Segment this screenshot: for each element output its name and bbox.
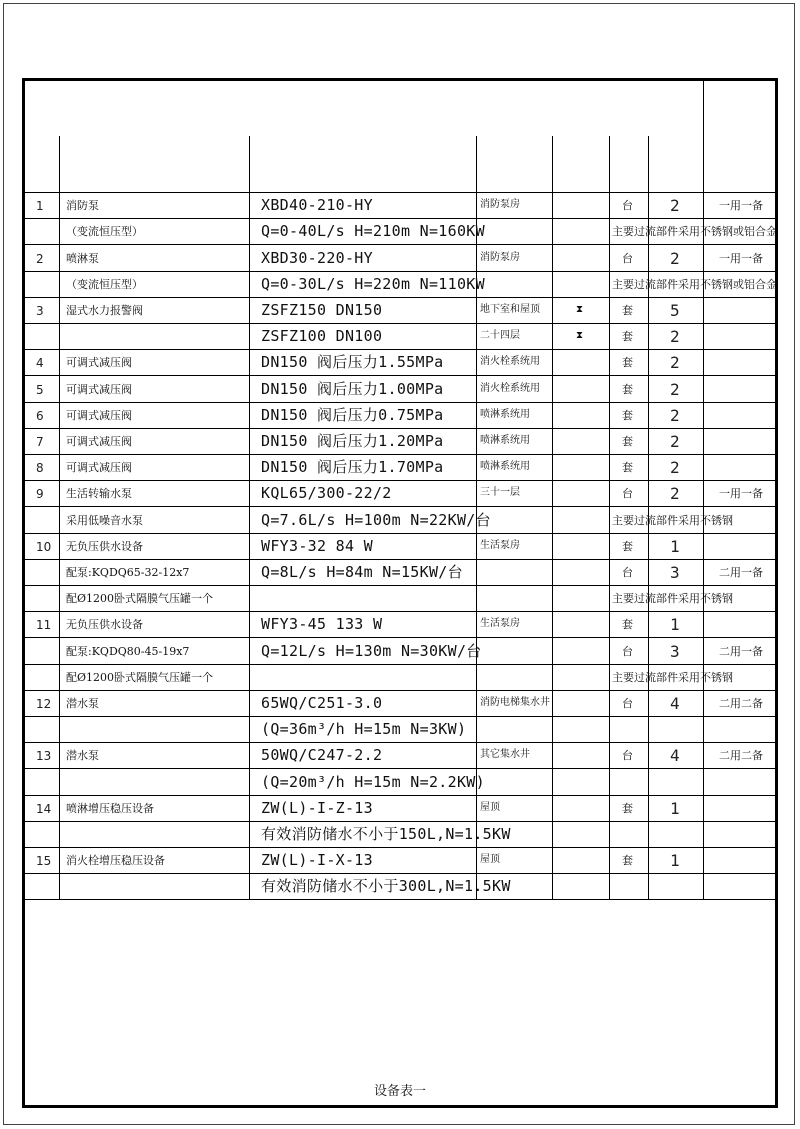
cell-spec: DN150 阀后压力1.00MPa — [261, 380, 444, 398]
cell-unit: 套 — [622, 802, 633, 815]
cell-spec: (Q=20m³/h H=15m N=2.2KW) — [261, 773, 485, 791]
cell-qty: 4 — [670, 746, 680, 765]
cell-no: 3 — [36, 304, 44, 318]
cell-remark: 二用一备 — [719, 645, 763, 658]
cell-loc: 喷淋系统用 — [480, 461, 530, 472]
cell-spec: KQL65/300-22/2 — [261, 484, 392, 502]
cell-no: 12 — [36, 697, 52, 711]
cell-name: 配Ø1200卧式隔膜气压罐一个 — [66, 592, 214, 605]
cell-spec: ZW(L)-I-X-13 — [261, 851, 373, 869]
cell-no: 2 — [36, 252, 44, 266]
cell-qty: 2 — [670, 458, 680, 477]
cell-no: 7 — [36, 435, 44, 449]
cell-loc: 屋顶 — [480, 854, 500, 865]
row-divider — [22, 795, 778, 796]
cell-no: 5 — [36, 383, 44, 397]
row-divider — [22, 637, 778, 638]
cell-loc: 生活泵房 — [480, 540, 520, 551]
cell-loc: 消火栓系统用 — [480, 356, 540, 367]
row-divider — [22, 454, 778, 455]
cell-remark: 主要过流部件采用不锈钢 — [612, 514, 733, 527]
cell-spec: 有效消防储水不小于300L,N=1.5KW — [261, 877, 511, 895]
row-divider — [22, 899, 778, 900]
cell-sym: ⧗ — [576, 330, 584, 341]
cell-remark: 二用一备 — [719, 566, 763, 579]
cell-unit: 套 — [622, 435, 633, 448]
cell-spec: Q=0-30L/s H=220m N=110KW — [261, 275, 485, 293]
cell-remark: 主要过流部件采用不锈钢或铝合金 — [612, 225, 777, 238]
cell-unit: 套 — [622, 461, 633, 474]
cell-qty: 2 — [670, 406, 680, 425]
cell-no: 11 — [36, 618, 52, 632]
cell-no: 4 — [36, 356, 44, 370]
row-divider — [22, 506, 778, 507]
cell-qty: 5 — [670, 301, 680, 320]
row-divider — [22, 192, 778, 193]
cell-no: 10 — [36, 540, 52, 554]
cell-qty: 2 — [670, 353, 680, 372]
cell-loc: 消火栓系统用 — [480, 383, 540, 394]
column-divider — [552, 136, 553, 899]
column-divider — [59, 136, 60, 899]
row-divider — [22, 297, 778, 298]
cell-qty: 2 — [670, 196, 680, 215]
cell-loc: 屋顶 — [480, 802, 500, 813]
cell-spec: Q=0-40L/s H=210m N=160KW — [261, 222, 485, 240]
column-divider — [249, 136, 250, 899]
cell-name: （变流恒压型） — [66, 225, 143, 238]
cell-name: 喷淋泵 — [66, 252, 99, 265]
cell-no: 1 — [36, 199, 44, 213]
cell-unit: 套 — [622, 618, 633, 631]
cell-name: 无负压供水设备 — [66, 540, 143, 553]
cell-remark: 主要过流部件采用不锈钢 — [612, 592, 733, 605]
cell-loc: 地下室和屋顶 — [480, 304, 540, 315]
cell-sym: ⧗ — [576, 304, 584, 315]
cell-unit: 套 — [622, 304, 633, 317]
cell-loc: 其它集水井 — [480, 749, 530, 760]
cell-name: 消防泵 — [66, 199, 99, 212]
row-divider — [22, 847, 778, 848]
cell-remark: 二用二备 — [719, 697, 763, 710]
row-divider — [22, 480, 778, 481]
frame-top-line — [22, 80, 778, 81]
cell-name: 配泵:KQDQ65-32-12x7 — [66, 566, 190, 579]
cell-no: 15 — [36, 854, 52, 868]
cell-name: 喷淋增压稳压设备 — [66, 802, 154, 815]
cell-loc: 消防泵房 — [480, 252, 520, 263]
row-divider — [22, 428, 778, 429]
cell-name: 无负压供水设备 — [66, 618, 143, 631]
cell-unit: 套 — [622, 330, 633, 343]
row-divider — [22, 873, 778, 874]
cell-name: 可调式减压阀 — [66, 383, 132, 396]
cell-qty: 4 — [670, 694, 680, 713]
cell-name: （变流恒压型） — [66, 278, 143, 291]
cell-qty: 3 — [670, 563, 680, 582]
cell-unit: 台 — [622, 749, 633, 762]
cell-name: 配Ø1200卧式隔膜气压罐一个 — [66, 671, 214, 684]
cell-loc: 二十四层 — [480, 330, 520, 341]
cell-spec: ZSFZ150 DN150 — [261, 301, 383, 319]
cell-name: 可调式减压阀 — [66, 409, 132, 422]
cell-qty: 1 — [670, 851, 680, 870]
cell-name: 可调式减压阀 — [66, 435, 132, 448]
row-divider — [22, 611, 778, 612]
cell-loc: 喷淋系统用 — [480, 435, 530, 446]
cell-unit: 台 — [622, 252, 633, 265]
row-divider — [22, 559, 778, 560]
cell-name: 生活转输水泵 — [66, 487, 132, 500]
cell-spec: XBD30-220-HY — [261, 249, 373, 267]
cell-spec: XBD40-210-HY — [261, 196, 373, 214]
cell-spec: 50WQ/C247-2.2 — [261, 746, 383, 764]
cell-unit: 台 — [622, 487, 633, 500]
cell-qty: 2 — [670, 484, 680, 503]
cell-spec: Q=7.6L/s H=100m N=22KW/台 — [261, 511, 491, 529]
row-divider — [22, 664, 778, 665]
cell-loc: 三十一层 — [480, 487, 520, 498]
cell-remark: 主要过流部件采用不锈钢或铝合金 — [612, 278, 777, 291]
cell-qty: 1 — [670, 615, 680, 634]
cell-unit: 台 — [622, 199, 633, 212]
row-divider — [22, 716, 778, 717]
cell-spec: Q=12L/s H=130m N=30KW/台 — [261, 642, 482, 660]
cell-spec: DN150 阀后压力1.55MPa — [261, 353, 444, 371]
column-divider — [703, 80, 704, 899]
cell-qty: 1 — [670, 799, 680, 818]
row-divider — [22, 742, 778, 743]
cell-spec: DN150 阀后压力0.75MPa — [261, 406, 444, 424]
cell-qty: 2 — [670, 249, 680, 268]
cell-name: 湿式水力报警阀 — [66, 304, 143, 317]
cell-unit: 套 — [622, 854, 633, 867]
cell-unit: 套 — [622, 356, 633, 369]
cell-spec: Q=8L/s H=84m N=15KW/台 — [261, 563, 463, 581]
cell-name: 可调式减压阀 — [66, 461, 132, 474]
cell-loc: 消防电梯集水井 — [480, 697, 550, 708]
cell-name: 潜水泵 — [66, 749, 99, 762]
cell-spec: 有效消防储水不小于150L,N=1.5KW — [261, 825, 511, 843]
row-divider — [22, 585, 778, 586]
cell-unit: 套 — [622, 540, 633, 553]
cell-no: 9 — [36, 487, 44, 501]
cell-spec: ZW(L)-I-Z-13 — [261, 799, 373, 817]
cell-spec: WFY3-32 84 W — [261, 537, 373, 555]
cell-loc: 消防泵房 — [480, 199, 520, 210]
cell-remark: 二用二备 — [719, 749, 763, 762]
cell-unit: 台 — [622, 566, 633, 579]
cell-unit: 套 — [622, 409, 633, 422]
cell-spec: WFY3-45 133 W — [261, 615, 383, 633]
cell-no: 8 — [36, 461, 44, 475]
cell-qty: 2 — [670, 380, 680, 399]
cell-no: 6 — [36, 409, 44, 423]
row-divider — [22, 244, 778, 245]
cell-unit: 台 — [622, 697, 633, 710]
cell-name: 潜水泵 — [66, 697, 99, 710]
cell-unit: 套 — [622, 383, 633, 396]
cell-qty: 2 — [670, 432, 680, 451]
cell-spec: 65WQ/C251-3.0 — [261, 694, 383, 712]
row-divider — [22, 323, 778, 324]
cell-remark: 一用一备 — [719, 487, 763, 500]
cell-unit: 台 — [622, 645, 633, 658]
cell-qty: 1 — [670, 537, 680, 556]
cell-spec: DN150 阀后压力1.20MPa — [261, 432, 444, 450]
cell-remark: 一用一备 — [719, 199, 763, 212]
row-divider — [22, 821, 778, 822]
cell-name: 可调式减压阀 — [66, 356, 132, 369]
cell-name: 配泵:KQDQ80-45-19x7 — [66, 645, 190, 658]
cell-spec: DN150 阀后压力1.70MPa — [261, 458, 444, 476]
cell-no: 14 — [36, 802, 52, 816]
cell-remark: 一用一备 — [719, 252, 763, 265]
cell-no: 13 — [36, 749, 52, 763]
cell-name: 消火栓增压稳压设备 — [66, 854, 165, 867]
cell-qty: 3 — [670, 642, 680, 661]
row-divider — [22, 375, 778, 376]
row-divider — [22, 690, 778, 691]
cell-spec: (Q=36m³/h H=15m N=3KW) — [261, 720, 467, 738]
cell-spec: ZSFZ100 DN100 — [261, 327, 383, 345]
row-divider — [22, 402, 778, 403]
row-divider — [22, 768, 778, 769]
row-divider — [22, 218, 778, 219]
cell-qty: 2 — [670, 327, 680, 346]
cell-remark: 主要过流部件采用不锈钢 — [612, 671, 733, 684]
column-divider — [609, 136, 610, 899]
row-divider — [22, 271, 778, 272]
cell-name: 采用低噪音水泵 — [66, 514, 143, 527]
table-caption: 设备表一 — [373, 1084, 426, 1099]
cell-loc: 生活泵房 — [480, 618, 520, 629]
row-divider — [22, 533, 778, 534]
cell-loc: 喷淋系统用 — [480, 409, 530, 420]
row-divider — [22, 349, 778, 350]
